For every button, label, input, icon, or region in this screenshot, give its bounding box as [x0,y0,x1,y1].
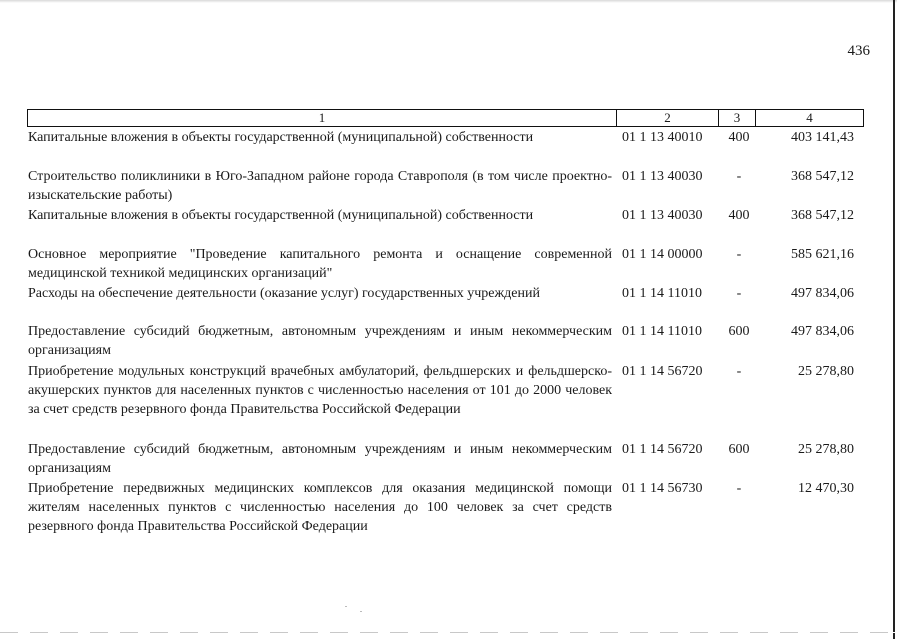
row-type: - [736,481,742,496]
row-code: 01 1 14 11010 [622,286,702,301]
row-code: 01 1 14 56720 [622,442,703,457]
page-number: 436 [847,43,870,59]
header-col-2: 2 [617,110,719,126]
row-amount: 368 547,12 [791,208,854,223]
row-amount: 403 141,43 [791,130,854,145]
row-description: Приобретение передвижных медицинских комплексов для оказания медицинской помощи жителям населенных пунктов с численностью населения до 100 человек за счет средств резервного фонда Правительства Российской Федерации [28,481,612,534]
row-description: Капитальные вложения в объекты государственной (муниципальной) собственности [28,208,534,223]
row-type: - [736,169,742,184]
row-description: Приобретение модульных конструкций врачебных амбулаторий, фельдшерских и фельдшерско-акушерских пунктов для населенных пунктов с численностью населения от 101 до 2000 человек за счет средств резервного фонда Правительства Российской Федерации [28,364,612,417]
row-type: 600 [728,324,750,339]
scan-right-edge [893,0,895,639]
row-code: 01 1 14 56720 [622,364,703,379]
row-amount: 12 470,30 [798,481,854,496]
scan-speck [360,611,362,612]
header-col-3: 3 [719,110,756,126]
row-code: 01 1 14 56730 [622,481,703,496]
row-description: Предоставление субсидий бюджетным, автономным учреждениям и иным некоммерческим организациям [28,442,612,476]
header-col-1: 1 [28,110,617,126]
scan-speck [345,606,347,607]
scan-top-edge [0,0,897,3]
row-code: 01 1 14 00000 [622,247,703,262]
row-type: - [736,364,742,379]
row-type: 400 [728,208,750,223]
row-type: - [736,286,742,301]
row-amount: 497 834,06 [791,286,854,301]
row-code: 01 1 13 40010 [622,130,703,145]
row-amount: 497 834,06 [791,324,854,339]
row-code: 01 1 13 40030 [622,208,703,223]
row-description: Основное мероприятие "Проведение капитального ремонта и оснащение современной медицинской техникой медицинских организаций" [28,247,612,281]
row-description: Предоставление субсидий бюджетным, автономным учреждениям и иным некоммерческим организациям [28,324,612,358]
row-amount: 25 278,80 [798,364,854,379]
table-header [27,109,864,127]
row-description: Капитальные вложения в объекты государственной (муниципальной) собственности [28,130,534,145]
row-type: 400 [728,130,750,145]
row-amount: 25 278,80 [798,442,854,457]
row-code: 01 1 13 40030 [622,169,703,184]
header-col-4: 4 [806,110,813,125]
row-amount: 368 547,12 [791,169,854,184]
row-description: Расходы на обеспечение деятельности (оказание услуг) государственных учреждений [28,286,540,301]
scan-bottom-edge [0,632,897,633]
row-type: - [736,247,742,262]
row-code: 01 1 14 11010 [622,324,702,339]
row-type: 600 [728,442,750,457]
row-description: Строительство поликлиники в Юго-Западном районе города Ставрополя (в том числе проектно-изыскательские работы) [28,169,612,203]
row-amount: 585 621,16 [791,247,854,262]
